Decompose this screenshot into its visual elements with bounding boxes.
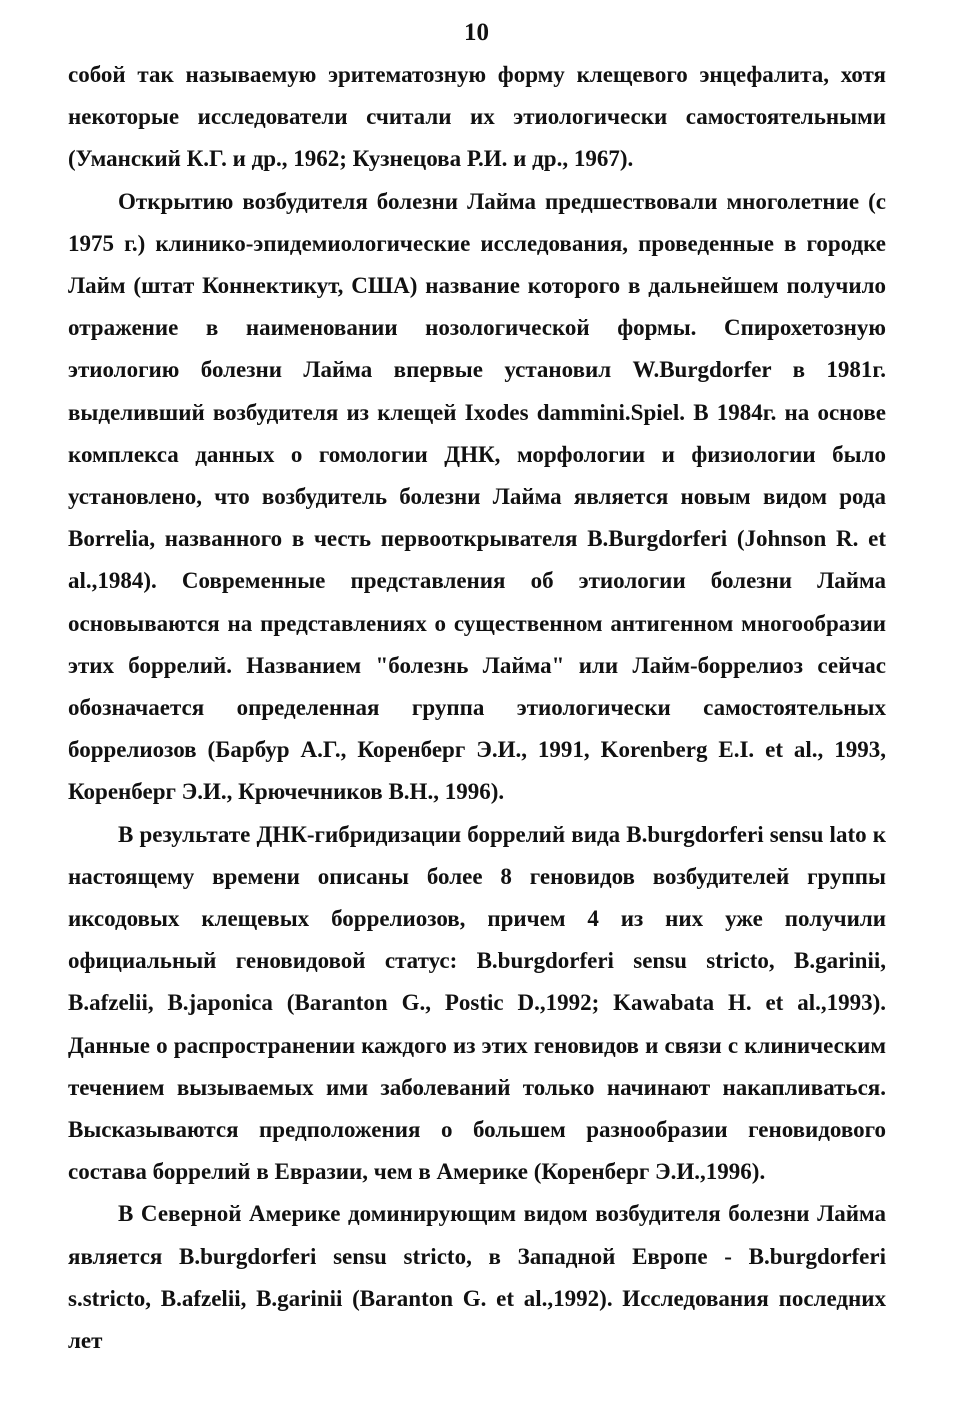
paragraph-genospecies: В результате ДНК-гибридизации боррелий вида B.burgdorferi sensu lato к настоящему времени описаны более 8 геновидов возбудителей группы иксодовых клещевых боррелиозов, причем 4 из них уже получили официальный геновидовой статус: B.burgdorferi sensu stricto, B.garinii, B.afzelii, B.japonica (Baranton G., Postic D.,1992; Kawabata H. et al.,1993). Данные о распространении каждого из этих геновидов и связи с клиническим течением вызываемых ими заболеваний только начинают накапливаться. Высказываются предположения о большем разнообразии геновидового состава боррелий в Евразии, чем в Америке (Коренберг Э.И.,1996). xyxy=(68,821,886,1185)
paragraph-north-america: В Северной Америке доминирующим видом возбудителя болезни Лайма является B.burgdorferi sensu stricto, в Западной Европе - B.burgdorferi s.stricto, B.afzelii, B.garinii (Baranton G. et al.,1992). Исследования последних лет xyxy=(68,1201,886,1354)
body-text xyxy=(68,54,886,1362)
page-number: 10 xyxy=(464,19,489,46)
paragraph-lyme-discovery: Открытию возбудителя болезни Лайма предшествовали многолетние (с 1975 г.) клинико-эпидемиологические исследования, проведенные в городке Лайм (штат Коннектикут, США) название которого в дальнейшем получило отражение в наименовании нозологической формы. Спирохетозную этиологию болезни Лайма впервые установил W.Burgdorfer в 1981г. выделивший возбудителя из клещей Ixodes dammini.Spiel. В 1984г. на основе комплекса данных о гомологии ДНК, морфологии и физиологии было установлено, что возбудитель болезни Лайма является новым видом рода Borrelia, названного в честь первооткрывателя B.Burgdorferi (Johnson R. et al.,1984). Современные представления об этиологии болезни Лайма основываются на представлениях о существенном антигенном многообразии этих боррелий. Названием "болезнь Лайма" или Лайм-боррелиоз сейчас обозначается определенная группа этиологически самостоятельных боррелиозов (Барбур А.Г., Коренберг Э.И., 1991, Korenberg E.I. et al., 1993, Коренберг Э.И., Крючечников В.Н., 1996). xyxy=(68,188,886,805)
paragraph-continued: собой так называемую эритематозную форму клещевого энцефалита, хотя некоторые исследователи считали их этиологически самостоятельными (Уманский К.Г. и др., 1962; Кузнецова Р.И. и др., 1967). xyxy=(68,62,886,172)
